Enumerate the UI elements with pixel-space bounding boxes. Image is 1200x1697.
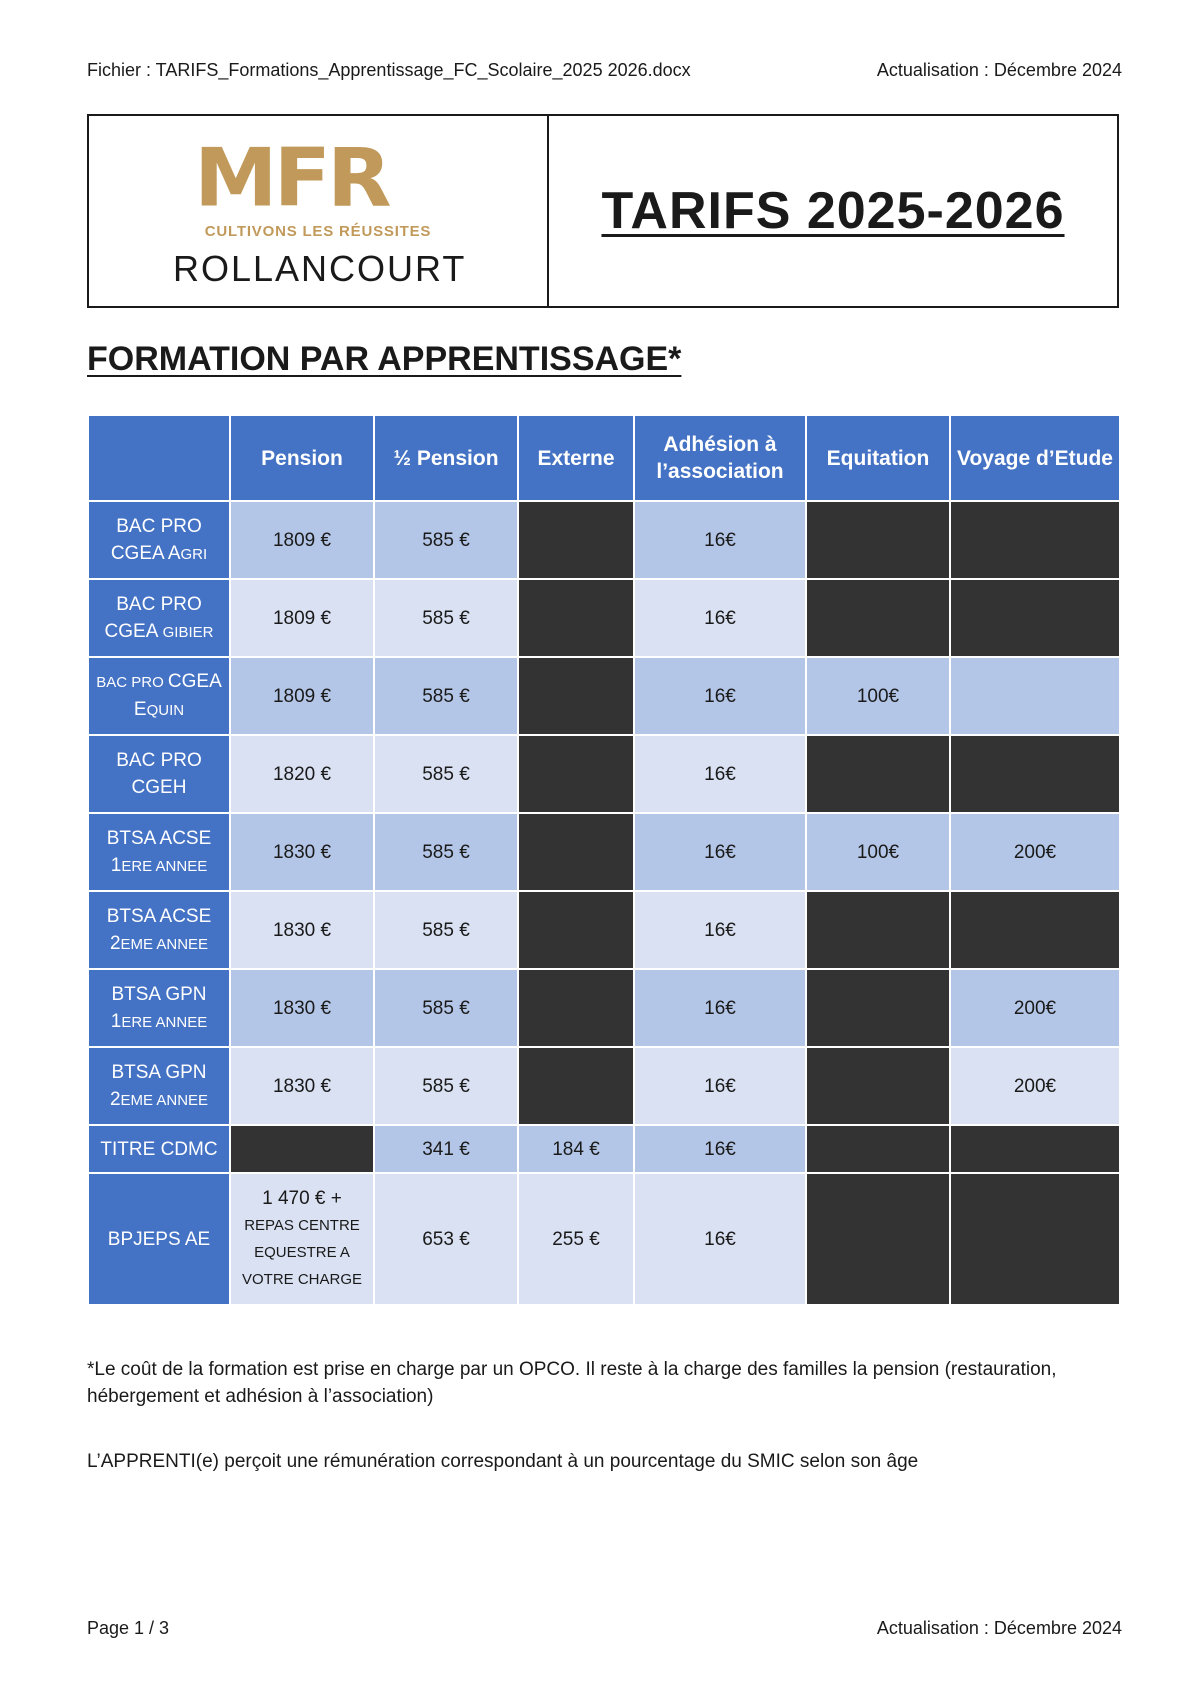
cell-equitation bbox=[806, 1125, 950, 1173]
cell-equitation bbox=[806, 657, 950, 735]
cell-voyage bbox=[950, 735, 1120, 813]
cell-equitation bbox=[806, 735, 950, 813]
cell-value: 16€ bbox=[704, 529, 736, 551]
row-label-text: GRI bbox=[180, 545, 208, 563]
cell-externe bbox=[518, 735, 634, 813]
row-label-text: QUIN bbox=[146, 702, 185, 719]
cell-externe bbox=[518, 501, 634, 579]
cell-voyage bbox=[950, 813, 1120, 891]
cell-value: 585 € bbox=[422, 685, 470, 707]
cell-value: 653 € bbox=[422, 1228, 470, 1250]
cell-value: 585 € bbox=[422, 841, 470, 863]
row-label bbox=[88, 735, 230, 813]
row-label-text: TITRE CDMC bbox=[100, 1138, 218, 1160]
cell-pension bbox=[230, 891, 374, 969]
header-cell bbox=[88, 415, 230, 501]
cell-pension bbox=[230, 657, 374, 735]
cell-value: 1830 € bbox=[272, 1075, 332, 1097]
cell-demi bbox=[374, 735, 518, 813]
row-label-text: BAC PRO bbox=[116, 515, 202, 537]
cell-equitation bbox=[806, 891, 950, 969]
header-cell: Externe bbox=[518, 415, 634, 501]
cell-voyage bbox=[950, 969, 1120, 1047]
cell-equitation bbox=[806, 969, 950, 1047]
cell-externe bbox=[518, 891, 634, 969]
row-label bbox=[88, 657, 230, 735]
row-label bbox=[88, 1047, 230, 1125]
cell-value: 100€ bbox=[856, 841, 900, 863]
row-label-text: BAC PRO bbox=[116, 750, 202, 771]
row-label bbox=[88, 579, 230, 657]
header-cell: Adhésion à l’association bbox=[634, 415, 806, 501]
row-label bbox=[88, 813, 230, 891]
cell-adhesion bbox=[634, 735, 806, 813]
page-title: TARIFS 2025-2026 bbox=[601, 182, 1065, 240]
cell-externe bbox=[518, 657, 634, 735]
cell-adhesion bbox=[634, 1173, 806, 1305]
cell-value: 16€ bbox=[704, 997, 736, 1019]
row-label-text: CGEA A bbox=[110, 542, 181, 564]
cell-demi bbox=[374, 1047, 518, 1125]
cell-pension bbox=[230, 813, 374, 891]
logo-brand: MFR bbox=[194, 131, 388, 225]
row-label-text: CGEA bbox=[167, 671, 222, 692]
row-label-text: ERE ANNEE bbox=[121, 1013, 208, 1031]
row-label-text: ERE ANNEE bbox=[121, 857, 208, 875]
table-row bbox=[88, 579, 1120, 657]
row-label-text: BTSA GPN bbox=[111, 983, 207, 1005]
cell-externe bbox=[518, 1173, 634, 1305]
cell-pension bbox=[230, 501, 374, 579]
cell-value: 16€ bbox=[704, 919, 736, 941]
cell-value: 200€ bbox=[1013, 841, 1057, 863]
cell-value: 1830 € bbox=[272, 997, 332, 1019]
table-header-row bbox=[88, 415, 1120, 501]
row-label-text: 2 bbox=[109, 932, 121, 954]
row-label-text: BTSA ACSE bbox=[106, 905, 212, 927]
cell-adhesion bbox=[634, 813, 806, 891]
cell-value: 16€ bbox=[704, 607, 736, 629]
logo-city: ROLLANCOURT bbox=[173, 248, 467, 289]
row-label bbox=[88, 501, 230, 579]
row-label bbox=[88, 969, 230, 1047]
cell-externe bbox=[518, 969, 634, 1047]
table-row bbox=[88, 813, 1120, 891]
row-label-text: BTSA ACSE bbox=[106, 827, 212, 849]
cell-adhesion bbox=[634, 1125, 806, 1173]
cell-value: 16€ bbox=[704, 1075, 736, 1097]
header-cell: Equitation bbox=[806, 415, 950, 501]
row-label-text: EME ANNEE bbox=[120, 1091, 209, 1109]
cell-pension bbox=[230, 969, 374, 1047]
row-label-text: 1 bbox=[110, 854, 122, 876]
header-cell: Pension bbox=[230, 415, 374, 501]
cell-value: 585 € bbox=[422, 997, 470, 1019]
row-label-text: BAC PRO bbox=[96, 674, 168, 691]
cell-value: 585 € bbox=[422, 763, 470, 785]
mfr-logo bbox=[89, 116, 549, 306]
title-box bbox=[87, 114, 1119, 308]
table-row bbox=[88, 501, 1120, 579]
cell-voyage bbox=[950, 501, 1120, 579]
row-label-text: GIBIER bbox=[162, 623, 214, 641]
cell-adhesion bbox=[634, 1047, 806, 1125]
cell-adhesion bbox=[634, 891, 806, 969]
table-row bbox=[88, 969, 1120, 1047]
cell-value: 255 € bbox=[552, 1228, 600, 1250]
cell-value: 1809 € bbox=[272, 607, 332, 629]
cell-externe bbox=[518, 1047, 634, 1125]
table-row bbox=[88, 1047, 1120, 1125]
cell-value: 585 € bbox=[422, 919, 470, 941]
cell-equitation bbox=[806, 1173, 950, 1305]
remuneration-note: L’APPRENTI(e) perçoit une rémunération correspondant à un pourcentage du SMIC selon son âge bbox=[87, 1451, 919, 1472]
header-cell: Voyage d’Etude bbox=[950, 415, 1120, 501]
cell-externe bbox=[518, 1125, 634, 1173]
row-label-text: E bbox=[133, 699, 147, 720]
file-name-label: Fichier : TARIFS_Formations_Apprentissage_FC_Scolaire_2025 2026.docx bbox=[87, 60, 691, 80]
cell-demi bbox=[374, 891, 518, 969]
cell-demi bbox=[374, 1125, 518, 1173]
row-label-text: 2 bbox=[109, 1088, 121, 1110]
cell-value: 16€ bbox=[704, 763, 736, 785]
cell-pension bbox=[230, 1173, 374, 1305]
table-row bbox=[88, 1173, 1120, 1305]
cell-value: 184 € bbox=[552, 1138, 600, 1160]
section-title: FORMATION PAR APPRENTISSAGE* bbox=[87, 340, 682, 378]
cell-equitation bbox=[806, 1047, 950, 1125]
cell-equitation bbox=[806, 813, 950, 891]
cell-adhesion bbox=[634, 579, 806, 657]
table-row bbox=[88, 891, 1120, 969]
cell-demi bbox=[374, 501, 518, 579]
cell-value: 1820 € bbox=[272, 763, 332, 785]
row-label bbox=[88, 1173, 230, 1305]
cell-value: 16€ bbox=[704, 1228, 736, 1250]
row-label-text: 1 bbox=[110, 1010, 122, 1032]
cell-pension bbox=[230, 1125, 374, 1173]
cell-demi bbox=[374, 969, 518, 1047]
cell-equitation bbox=[806, 579, 950, 657]
cell-pension bbox=[230, 1047, 374, 1125]
row-label bbox=[88, 891, 230, 969]
row-label-text: BPJEPS AE bbox=[107, 1228, 211, 1250]
opco-note: *Le coût de la formation est prise en charge par un OPCO. Il reste à la charge des familles la pension (restauration, hébergement et adhésion à l’association) bbox=[87, 1359, 1057, 1407]
cell-value: 1830 € bbox=[272, 841, 332, 863]
cell-pension bbox=[230, 579, 374, 657]
row-label-text: BAC PRO bbox=[116, 593, 202, 615]
cell-externe bbox=[518, 813, 634, 891]
cell-value: 200€ bbox=[1013, 1075, 1057, 1097]
row-label-text: EME ANNEE bbox=[120, 935, 209, 953]
cell-voyage bbox=[950, 657, 1120, 735]
cell-demi bbox=[374, 579, 518, 657]
cell-value: 200€ bbox=[1013, 997, 1057, 1019]
cell-adhesion bbox=[634, 501, 806, 579]
tarifs-table bbox=[87, 414, 1121, 1306]
cell-voyage bbox=[950, 1125, 1120, 1173]
row-label-text: CGEH bbox=[131, 777, 187, 798]
row-label-text: BTSA GPN bbox=[111, 1061, 207, 1083]
cell-demi bbox=[374, 813, 518, 891]
cell-value: 16€ bbox=[704, 841, 736, 863]
header-cell: ½ Pension bbox=[374, 415, 518, 501]
table-row bbox=[88, 1125, 1120, 1173]
cell-externe bbox=[518, 579, 634, 657]
logo-tagline: CULTIVONS LES RÉUSSITES bbox=[204, 223, 432, 240]
cell-value: 16€ bbox=[704, 685, 736, 707]
cell-value: 1809 € bbox=[272, 685, 332, 707]
page-number: Page 1 / 3 bbox=[87, 1618, 170, 1638]
cell-value: 1809 € bbox=[272, 529, 332, 551]
cell-voyage bbox=[950, 891, 1120, 969]
pension-note: REPAS CENTRE EQUESTRE A VOTRE CHARGE bbox=[241, 1217, 362, 1288]
cell-voyage bbox=[950, 1173, 1120, 1305]
footer-update-date: Actualisation : Décembre 2024 bbox=[876, 1618, 1122, 1638]
cell-value: 16€ bbox=[704, 1138, 736, 1160]
title-cell bbox=[549, 116, 1117, 306]
cell-value: 585 € bbox=[422, 1075, 470, 1097]
row-label bbox=[88, 1125, 230, 1173]
row-label-text: CGEA bbox=[104, 620, 163, 642]
update-date-label: Actualisation : Décembre 2024 bbox=[876, 60, 1122, 80]
table-row bbox=[88, 657, 1120, 735]
cell-value: 1830 € bbox=[272, 919, 332, 941]
cell-value: 585 € bbox=[422, 529, 470, 551]
cell-value: 1 470 € + bbox=[262, 1188, 342, 1209]
cell-adhesion bbox=[634, 969, 806, 1047]
cell-equitation bbox=[806, 501, 950, 579]
cell-voyage bbox=[950, 579, 1120, 657]
cell-value: 100€ bbox=[856, 685, 900, 707]
cell-value: 341 € bbox=[422, 1138, 470, 1160]
cell-voyage bbox=[950, 1047, 1120, 1125]
cell-adhesion bbox=[634, 657, 806, 735]
cell-pension bbox=[230, 735, 374, 813]
cell-value: 585 € bbox=[422, 607, 470, 629]
cell-demi bbox=[374, 1173, 518, 1305]
cell-demi bbox=[374, 657, 518, 735]
table-row bbox=[88, 735, 1120, 813]
